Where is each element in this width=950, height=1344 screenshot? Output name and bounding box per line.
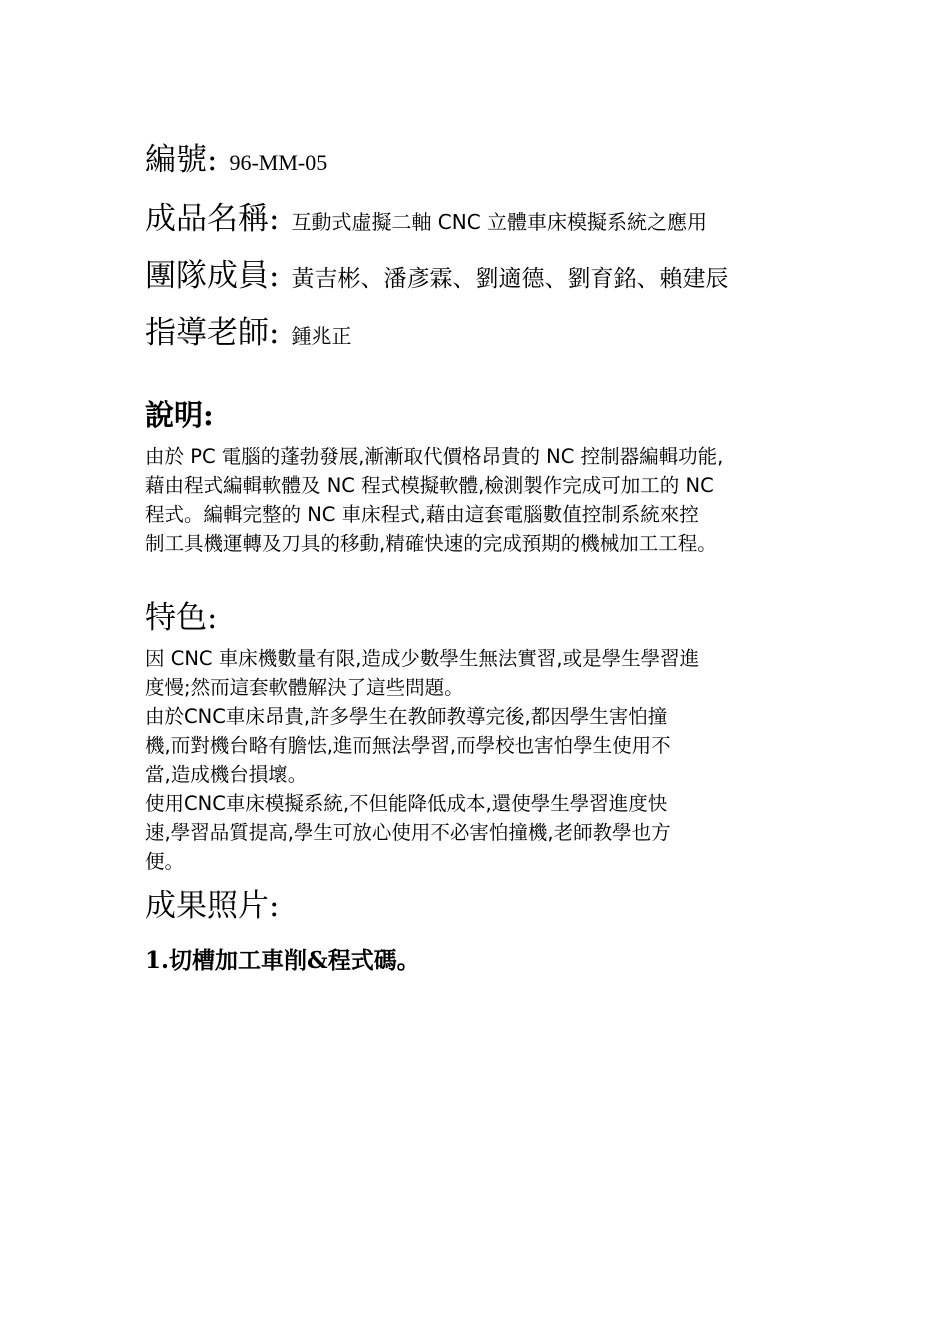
features-line: 便。	[145, 850, 185, 873]
advisor-value: 鍾兆正	[291, 324, 352, 348]
advisor-label: 指導老師:	[145, 315, 280, 351]
features-line: 因 CNC 車床機數量有限,造成少數學生無法實習,或是學生學習進	[145, 647, 700, 670]
product-name-label: 成品名稱:	[145, 201, 280, 237]
photo-caption: 1.切槽加工車削&程式碼。	[145, 947, 420, 974]
description-line: 程式。編輯完整的 NC 車床程式,藉由這套電腦數值控制系統來控	[145, 503, 699, 526]
product-name-row	[145, 193, 707, 238]
product-name-value: 互動式虛擬二軸 CNC 立體車床模擬系統之應用	[291, 210, 708, 234]
features-line: 由於CNC車床昂貴,許多學生在教師教導完後,都因學生害怕撞	[145, 705, 668, 728]
team-members-row	[145, 250, 728, 295]
description-line: 制工具機運轉及刀具的移動,精確快速的完成預期的機械加工工程。	[145, 532, 717, 555]
team-members-value: 黃吉彬、潘彥霖、劉適德、劉育銘、賴建辰	[291, 266, 729, 292]
features-line: 使用CNC車床模擬系統,不但能降低成本,還使學生學習進度快	[145, 792, 668, 815]
project-number-label: 編號:	[145, 142, 218, 178]
description-line: 由於 PC 電腦的蓬勃發展,漸漸取代價格昂貴的 NC 控制器編輯功能,	[145, 445, 724, 468]
description-heading: 說明:	[145, 398, 214, 432]
features-line: 當,造成機台損壞。	[145, 763, 308, 786]
project-number-value: 96-MM-05	[229, 150, 328, 175]
features-line: 度慢;然而這套軟體解決了這些問題。	[145, 676, 464, 699]
advisor-row	[145, 307, 351, 352]
project-number-row	[145, 134, 327, 179]
description-paragraph	[145, 442, 835, 558]
features-line: 速,學習品質提高,學生可放心使用不必害怕撞機,老師教學也方	[145, 821, 671, 844]
features-line: 機,而對機台略有膽怯,進而無法學習,而學校也害怕學生使用不	[145, 734, 671, 757]
description-line: 藉由程式編輯軟體及 NC 程式模擬軟體,檢測製作完成可加工的 NC	[145, 474, 714, 497]
team-members-label: 團隊成員:	[145, 258, 280, 294]
features-heading: 特色:	[145, 600, 218, 636]
features-paragraph	[145, 644, 835, 876]
photos-heading: 成果照片:	[145, 888, 280, 924]
